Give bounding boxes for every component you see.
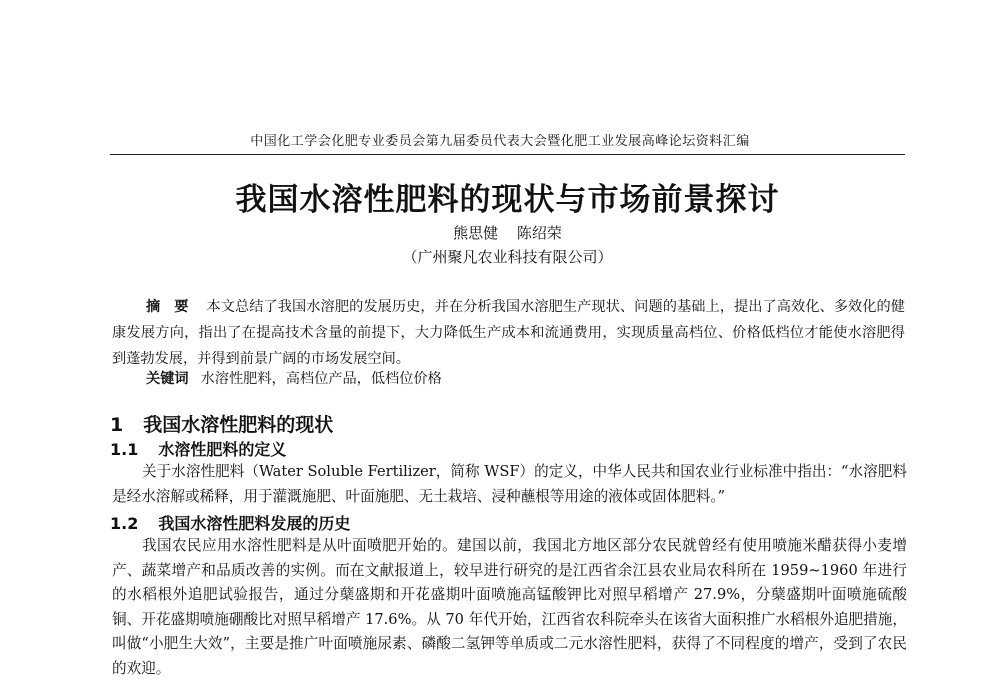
section-heading-1-1: [110, 437, 286, 460]
keywords-text: 水溶性肥料，高档位产品，低档位价格: [200, 371, 442, 387]
abstract: [112, 294, 905, 372]
paragraph-history: 我国农民应用水溶性肥料是从叶面喷肥开始的。建国以前，我国北方地区部分农民就曾经有使用喷施米醋获得小麦增产、蔬菜增产和品质改善的实例。而在文献报道上，较早进行研究的是江西省余江县农业局农科所在 1959~1960 年进行的水稻根外追肥试验报告，通过分蘖盛期和开花盛期叶面喷施高锰酸钾比对照早稻增产 27.9%，分蘖盛期叶面喷施硫酸铜、开花盛期喷施硼酸比对照早稻增产 17.6%。从 70 年代开始，江西省农科院牵头在该省大面积推广水稻根外追肥措施，叫做“小肥生大效”，主要是推广叶面喷施尿素、磷酸二氢钾等单质或二元水溶性肥料，获得了不同程度的增产，受到了农民的欢迎。: [112, 537, 907, 677]
section-number: 1.1: [110, 440, 139, 459]
keywords: [146, 368, 906, 390]
section-title: 水溶性肥料的定义: [158, 440, 287, 459]
abstract-text: 本文总结了我国水溶肥的发展历史，并在分析我国水溶肥生产现状、问题的基础上，提出了高效化、多效化的健康发展方向，指出了在提高技术含量的前提下，大力降低生产成本和流通费用，实现质量高档位、价格低档位才能使水溶肥得到蓬勃发展，并得到前景广阔的市场发展空间。: [112, 299, 905, 367]
abstract-label: 摘要: [146, 299, 203, 315]
keywords-label: 关键词: [146, 371, 189, 387]
affiliation: （广州聚凡农业科技有限公司）: [402, 248, 613, 266]
paragraph-definition: 关于水溶性肥料（Water Soluble Fertilizer，简称 WSF）的定义，中华人民共和国农业行业标准中指出：“水溶肥料是经水溶解或稀释，用于灌溉施肥、叶面施肥、无土栽培、浸种蘸根等用途的液体或固体肥料。”: [112, 463, 907, 505]
section-number: 1: [110, 414, 124, 436]
section-heading-1: [110, 410, 333, 437]
section-heading-1-2: [110, 511, 350, 534]
section-title: 我国水溶性肥料的现状: [143, 414, 334, 436]
section-number: 1.2: [110, 514, 139, 533]
running-head: 中国化工学会化肥专业委员会第九届委员代表大会暨化肥工业发展高峰论坛资料汇编: [250, 134, 750, 149]
header-rule: [110, 154, 905, 155]
authors: 熊思健 陈绍荣: [453, 224, 562, 242]
section-title: 我国水溶性肥料发展的历史: [158, 514, 351, 533]
paper-title: 我国水溶性肥料的现状与市场前景探讨: [235, 182, 780, 218]
